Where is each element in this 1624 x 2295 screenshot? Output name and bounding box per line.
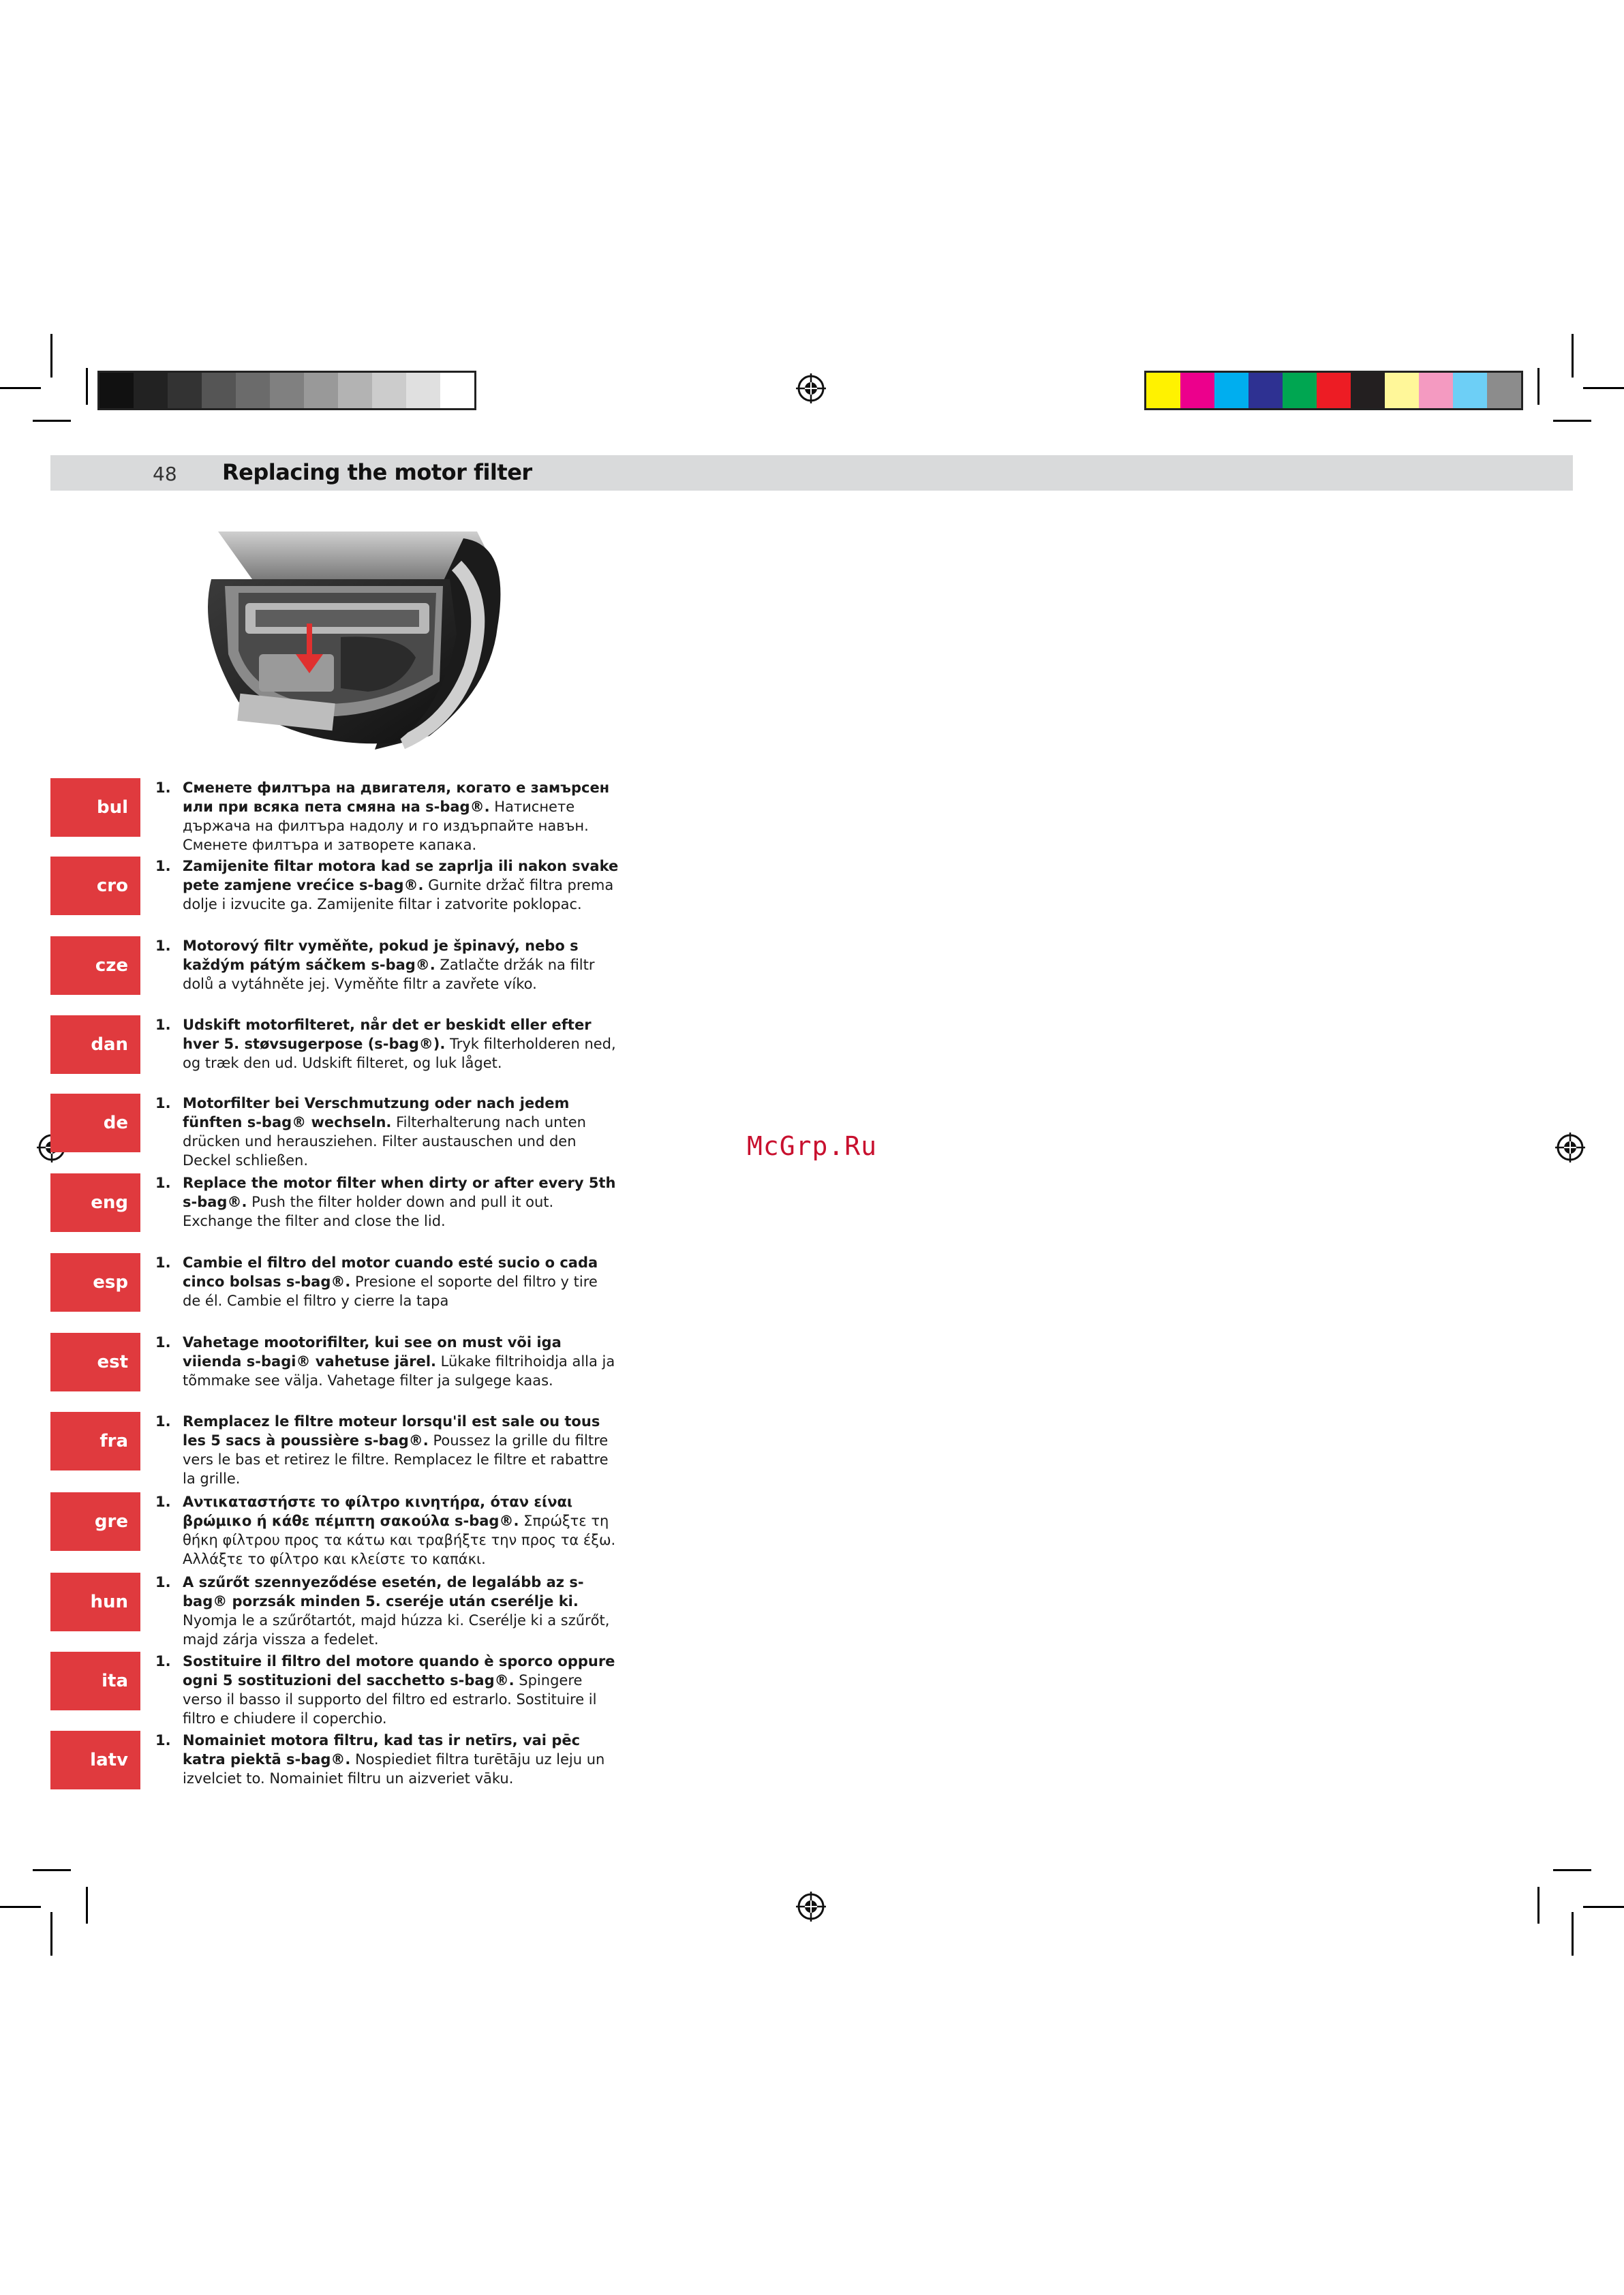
instruction-bold: Replace the motor filter when dirty or after every 5th s-bag®.	[183, 1175, 616, 1210]
instruction-body: Натиснете държача на филтъра надолу и го издърпайте навън. Сменете филтъра и затворете капака.	[183, 799, 589, 853]
color-swatch	[1317, 373, 1351, 408]
step-number: 1.	[155, 780, 171, 796]
step-number: 1.	[155, 1574, 171, 1590]
crop-mark	[33, 1869, 71, 1871]
language-tab: hun	[50, 1573, 140, 1631]
gray-swatch	[168, 373, 202, 408]
gray-swatch	[236, 373, 270, 408]
step-number: 1.	[155, 1653, 171, 1669]
page-title: Replacing the motor filter	[222, 459, 532, 485]
instruction-bold: Udskift motorfilteret, når det er beskidt eller efter hver 5. støvsugerpose (s-bag®).	[183, 1017, 592, 1052]
gray-swatch	[440, 373, 474, 408]
page-number: 48	[153, 463, 177, 485]
registration-mark-icon	[796, 1892, 826, 1922]
instruction-body: Spingere verso il basso il supporto del filtro ed estrarlo. Sostituire il filtro e chiudere il coperchio.	[183, 1672, 597, 1727]
gray-swatch	[406, 373, 440, 408]
crop-mark	[1583, 1906, 1624, 1908]
crop-mark	[86, 368, 88, 405]
gray-swatch	[134, 373, 168, 408]
crop-mark	[1553, 1869, 1591, 1871]
instruction-bold: Vahetage mootorifilter, kui see on must või iga viienda s-bagi® vahetuse järel.	[183, 1334, 562, 1370]
gray-swatch	[270, 373, 304, 408]
crop-mark	[0, 387, 41, 389]
instruction-body: Gurnite držač filtra prema dolje i izvucite ga. Zamijenite filtar i zatvorite poklopac.	[183, 877, 614, 912]
color-swatch	[1214, 373, 1248, 408]
crop-mark	[86, 1887, 88, 1924]
gray-swatch	[202, 373, 236, 408]
instruction-bold: Cambie el filtro del motor cuando esté sucio o cada cinco bolsas s-bag®.	[183, 1254, 598, 1290]
step-number: 1.	[155, 1413, 171, 1430]
registration-mark-icon	[1555, 1133, 1585, 1162]
instruction-bold: Сменете филтъра на двигателя, когато е замърсен или при всяка пета смяна на s-bag®.	[183, 780, 610, 815]
language-tab: bul	[50, 778, 140, 837]
instruction-body: Σπρώξτε τη θήκη φίλτρου προς τα κάτω και τραβήξτε την προς τα έξω. Αλλάξτε το φίλτρο και κλείστε το καπάκι.	[183, 1513, 616, 1567]
color-swatch	[1385, 373, 1419, 408]
instruction-body: Presione el soporte del filtro y tire de él. Cambie el filtro y cierre la tapa	[183, 1274, 598, 1309]
gray-swatch	[99, 373, 134, 408]
step-number: 1.	[155, 938, 171, 954]
grayscale-calibration-bar	[97, 371, 476, 410]
crop-mark	[1572, 1912, 1574, 1956]
crop-mark	[0, 1906, 41, 1908]
language-tab: gre	[50, 1492, 140, 1551]
gray-swatch	[372, 373, 406, 408]
instruction-bold: Αντικαταστήστε το φίλτρο κινητήρα, όταν είναι βρώμικο ή κάθε πέμπτη σακούλα s-bag®.	[183, 1494, 573, 1529]
language-tab: esp	[50, 1253, 140, 1312]
color-calibration-bar	[1144, 371, 1523, 410]
language-tab: est	[50, 1333, 140, 1391]
watermark: McGrp.Ru	[747, 1131, 878, 1161]
instruction-body: Nyomja le a szűrőtartót, majd húzza ki. Cserélje ki a szűrőt, majd zárja vissza a fedelet.	[183, 1612, 610, 1648]
color-swatch	[1283, 373, 1317, 408]
instruction-body: Lükake filtrihoidja alla ja tõmmake see välja. Vahetage filter ja sulgege kaas.	[183, 1353, 615, 1389]
crop-mark	[33, 420, 71, 422]
crop-mark	[1553, 420, 1591, 422]
crop-mark	[50, 334, 52, 378]
color-swatch	[1146, 373, 1180, 408]
instruction-bold: Sostituire il filtro del motore quando è sporco oppure ogni 5 sostituzioni del sacchetto s-bag®.	[183, 1653, 615, 1689]
step-number: 1.	[155, 1017, 171, 1033]
crop-mark	[50, 1912, 52, 1956]
step-number: 1.	[155, 1095, 171, 1111]
crop-mark	[1537, 368, 1539, 405]
language-tab: cro	[50, 857, 140, 915]
language-tab: ita	[50, 1652, 140, 1710]
step-number: 1.	[155, 1254, 171, 1271]
language-tab: de	[50, 1094, 140, 1152]
instruction-body: Zatlačte držák na filtr dolů a vytáhněte jej. Vyměňte filtr a zavřete víko.	[183, 957, 595, 992]
vacuum-motor-filter-photo	[170, 518, 532, 760]
instruction-bold: Remplacez le filtre moteur lorsqu'il est sale ou tous les 5 sacs à poussière s-bag®.	[183, 1413, 600, 1449]
language-tab: dan	[50, 1015, 140, 1074]
color-swatch	[1180, 373, 1214, 408]
step-number: 1.	[155, 858, 171, 874]
color-swatch	[1487, 373, 1521, 408]
instruction-bold: Zamijenite filtar motora kad se zaprlja ili nakon svake pete zamjene vrećice s-bag®.	[183, 858, 619, 893]
language-tab: fra	[50, 1412, 140, 1470]
step-number: 1.	[155, 1175, 171, 1191]
instruction-bold: Nomainiet motora filtru, kad tas ir netīrs, vai pēc katra piektā s-bag®.	[183, 1732, 581, 1768]
instruction-body: Nospiediet filtra turētāju uz leju un izvelciet to. Nomainiet filtru un aizveriet vāku.	[183, 1751, 605, 1787]
color-swatch	[1248, 373, 1283, 408]
gray-swatch	[304, 373, 338, 408]
instruction-bold: Motorfilter bei Verschmutzung oder nach jedem fünften s-bag® wechseln.	[183, 1095, 570, 1130]
instruction-body: Filterhalterung nach unten drücken und herausziehen. Filter austauschen und den Deckel schließen.	[183, 1114, 586, 1169]
instruction-bold: A szűrőt szennyeződése esetén, de legalább az s-bag® porzsák minden 5. cseréje után cserélje ki.	[183, 1574, 584, 1609]
crop-mark	[1572, 334, 1574, 378]
instruction-body: Push the filter holder down and pull it out. Exchange the filter and close the lid.	[183, 1194, 554, 1229]
color-swatch	[1351, 373, 1385, 408]
instruction-body: Tryk filterholderen ned, og træk den ud. Udskift filteret, og luk låget.	[183, 1036, 616, 1071]
instruction-bold: Motorový filtr vyměňte, pokud je špinavý, nebo s každým pátým sáčkem s-bag®.	[183, 938, 579, 973]
crop-mark	[1583, 387, 1624, 389]
step-number: 1.	[155, 1732, 171, 1749]
language-tab: latv	[50, 1731, 140, 1789]
registration-mark-icon	[796, 373, 826, 403]
color-swatch	[1419, 373, 1453, 408]
gray-swatch	[338, 373, 372, 408]
language-tab: cze	[50, 936, 140, 995]
language-tab: eng	[50, 1173, 140, 1232]
crop-mark	[1537, 1887, 1539, 1924]
instruction-body: Poussez la grille du filtre vers le bas et retirez le filtre. Remplacez le filtre et rabattre la grille.	[183, 1432, 609, 1487]
color-swatch	[1453, 373, 1487, 408]
step-number: 1.	[155, 1494, 171, 1510]
step-number: 1.	[155, 1334, 171, 1351]
